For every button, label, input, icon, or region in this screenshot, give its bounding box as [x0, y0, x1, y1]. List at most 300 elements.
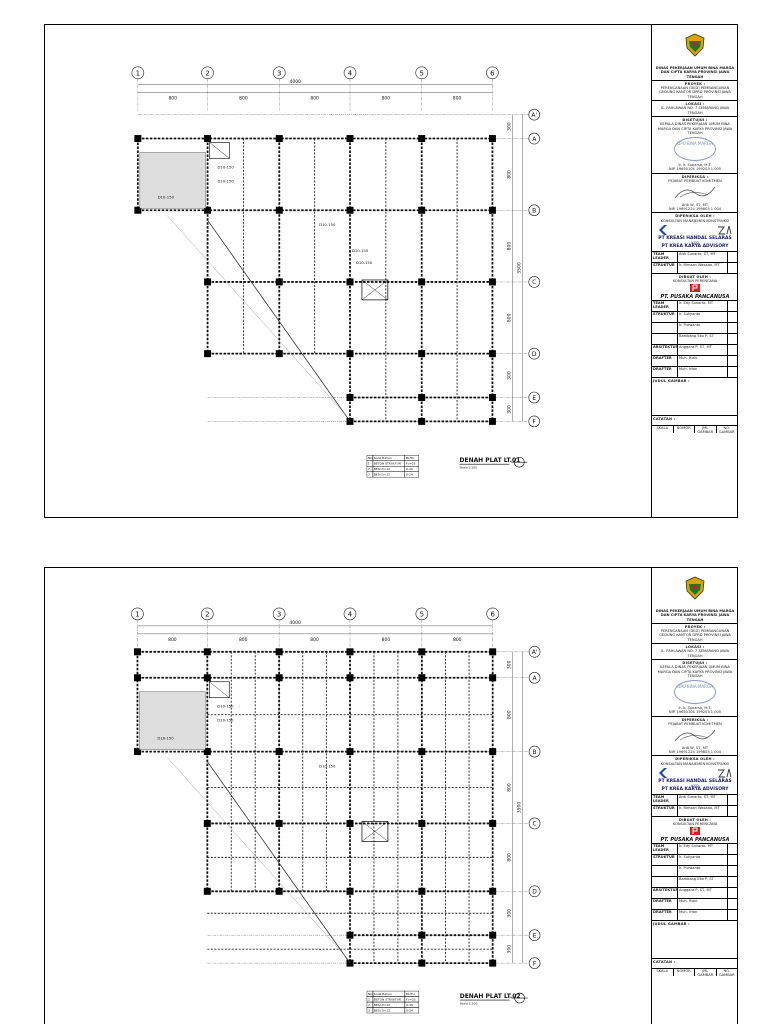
- slab-label: D10-150: [217, 178, 234, 184]
- checker-nip: NIP. 19691224 199803 1 004: [668, 749, 722, 754]
- column: [276, 674, 283, 681]
- column: [347, 932, 354, 939]
- personnel-name: Bambang Eko P, ST: [678, 877, 728, 887]
- grid-col-label: 4: [347, 610, 353, 619]
- title-block-1: [651, 25, 738, 517]
- grid-row-label: C: [532, 279, 537, 287]
- drawing-scale: Skala 1:100: [459, 465, 478, 470]
- column: [347, 674, 354, 681]
- slab-label: D10-150: [157, 735, 174, 741]
- column: [347, 888, 354, 895]
- grid-col-label: 5: [419, 69, 424, 78]
- column: [204, 674, 211, 681]
- column: [489, 648, 496, 655]
- dim-total: 4000: [289, 620, 301, 626]
- legend-text: NO: [367, 992, 373, 997]
- slab-label: D10-150: [217, 717, 234, 723]
- signature-cell: [728, 866, 738, 876]
- personnel-name: Ir. Edy Sunarto, MT: [678, 301, 728, 311]
- column: [489, 418, 496, 425]
- slab-edge: [168, 216, 348, 417]
- designer-logo-icon: [689, 826, 701, 836]
- personnel-row: [652, 888, 738, 899]
- personnel-role: [652, 866, 678, 876]
- personnel-name: Ir. Purwanto: [678, 866, 728, 876]
- signature-icon: [670, 726, 720, 744]
- team-leader-name: Ardi Sunarto, ST, MT: [678, 795, 728, 805]
- grid-row-label: D: [531, 350, 537, 358]
- shield-logo-icon: [684, 33, 706, 57]
- designer-logo-icon: [689, 283, 701, 293]
- designed-label: DIBUAT OLEH :: [678, 817, 712, 822]
- grid-row-label: A': [531, 649, 538, 657]
- revision-row: [652, 426, 738, 433]
- column: [347, 350, 354, 357]
- personnel-name: Ir. Sukyanto: [678, 312, 728, 322]
- approver-org: KEPALA DINAS PEKERJAAN UMUM BINA MARGA DAN CIPTA KARYA PROVINSI JAWA TENGAH: [657, 122, 733, 135]
- designed-label: DIBUAT OLEH :: [678, 274, 712, 279]
- dim-total: 3500: [517, 801, 523, 814]
- legend-text: U-24: [405, 1008, 413, 1013]
- revision-col: NOMOR: [674, 969, 696, 976]
- plan-group: [132, 67, 540, 477]
- personnel-row: [652, 312, 738, 323]
- column: [347, 648, 354, 655]
- supervisor-firm-2: PT KREA KARYA ADVISORY: [661, 787, 729, 793]
- dim-label: 800: [310, 96, 319, 102]
- dim-label: 800: [507, 853, 513, 862]
- checker-role: PEJABAT PEMBUAT KOMITMEN: [668, 179, 722, 184]
- supervisor-firm-2: PT KREA KARYA ADVISORY: [661, 244, 729, 250]
- personnel-row: [652, 877, 738, 888]
- revision-col: NOMOR: [674, 426, 696, 433]
- designer-firm: PT. PUSAKA PANCANUSA: [660, 293, 730, 300]
- legend-text: 1: [367, 461, 370, 466]
- grid-row-label: F: [532, 418, 536, 426]
- location-text: JL. PAHLAWAN NO. 7 SEMARANG JAWA TENGAH: [660, 649, 730, 658]
- checker-nip: NIP. 19691224 199803 1 004: [668, 206, 722, 211]
- signature-cell: [728, 323, 738, 333]
- project-name: PERENCANAAN (DED) PEMBANGUNAN GEDUNG KANTOR DPRD PROVINSI JAWA TENGAH: [659, 629, 731, 642]
- column: [418, 820, 425, 827]
- supervisor-label: DIPERIKSA OLEH :: [675, 214, 715, 219]
- column: [276, 135, 283, 142]
- legend-text: Kode Bahan: [373, 992, 392, 997]
- grid-row-label: A': [531, 111, 538, 119]
- legend-text: 3: [367, 472, 370, 477]
- signature-cell: [728, 888, 738, 898]
- revision-col: NO. GAMBAR: [717, 426, 739, 433]
- column: [204, 135, 211, 142]
- column: [418, 278, 425, 285]
- slab-label: D10-150: [157, 194, 175, 200]
- location-label: LOKASI :: [685, 645, 705, 650]
- personnel-row: [652, 367, 738, 378]
- personnel-name: Muh. Irfan: [678, 367, 728, 377]
- personnel-name: Ir. Edy Sunarto, MT: [678, 844, 728, 854]
- dim-label: 800: [507, 241, 513, 251]
- column: [489, 207, 496, 214]
- column: [134, 648, 141, 655]
- personnel-name: Anggara P, ST, MT: [678, 345, 728, 355]
- approved-label: DISETUJUI :: [682, 660, 708, 665]
- floor-plan-1: [45, 25, 651, 517]
- dim-total: 3500: [517, 262, 523, 274]
- personnel-role: ARSITEKTUR: [652, 888, 678, 898]
- column: [347, 207, 354, 214]
- grid-row-label: F: [532, 960, 537, 968]
- column: [418, 674, 425, 681]
- grid-col-label: 4: [347, 69, 353, 78]
- column: [276, 207, 283, 214]
- supervisor-kso: KSO: [691, 241, 699, 246]
- personnel-row: [652, 301, 738, 312]
- floor-plan-2: [45, 568, 651, 1024]
- void-box-cross: [209, 682, 229, 698]
- location-text: JL. PAHLAWAN NO. 7 SEMARANG JAWA TENGAH: [660, 106, 730, 115]
- personnel-name: Ir. Purwanto: [678, 323, 728, 333]
- grid-col-label: 2: [205, 69, 210, 78]
- slab-label: D10-150: [351, 248, 369, 254]
- grid-row-label: B: [532, 748, 537, 756]
- column: [347, 820, 354, 827]
- column: [204, 648, 211, 655]
- supervisor-firm: PT KREASI HANDAL SELARAS: [658, 235, 732, 241]
- personnel-role: DRAFTER: [652, 356, 678, 366]
- personnel-row: [652, 323, 738, 334]
- checker-name: Ardi W, ST, MT: [681, 745, 709, 750]
- dim-label: 300: [507, 122, 513, 131]
- grid-col-label: 2: [205, 610, 210, 619]
- signature-cell: [728, 844, 738, 854]
- approval-stamp: DPU BINA MARGA: [674, 137, 716, 161]
- legend-text: Kode Bahan: [373, 456, 392, 461]
- drawing-title: DENAH PLAT LT.01: [459, 457, 521, 465]
- slab-label: D10-150: [355, 260, 373, 266]
- signature-cell: [728, 899, 738, 909]
- personnel-role: ARSITEKTUR: [652, 345, 678, 355]
- dim-label: 800: [168, 96, 177, 102]
- approved-label: DISETUJUI :: [682, 117, 708, 122]
- dim-label: 800: [168, 637, 177, 643]
- consultant-logo-icon: [657, 767, 669, 779]
- revision-col: NO. GAMBAR: [717, 969, 739, 976]
- checked-label: DIPERIKSA :: [681, 717, 709, 722]
- checked-label: DIPERIKSA :: [681, 174, 709, 179]
- grid-row-label: B: [532, 207, 537, 215]
- shield-logo-icon: [684, 576, 706, 600]
- drawing-title: DENAH PLAT LT.02: [459, 993, 521, 1001]
- slab-label: D10-150: [217, 164, 234, 170]
- revision-row: [652, 969, 738, 976]
- slab-hatch: [139, 692, 205, 750]
- designer-role: KONSULTAN PERENCANA: [672, 279, 718, 284]
- structure-label: STRUKTUR: [652, 806, 678, 816]
- signature-cell: [728, 367, 738, 377]
- column: [489, 394, 496, 401]
- agency-name: DINAS PEKERJAAN UMUM BINA MARGA DAN CIPTA KARYA PROVINSI JAWA TENGAH: [652, 65, 738, 81]
- location-label: LOKASI :: [685, 102, 705, 107]
- legend-text: 2: [367, 467, 370, 472]
- grid-col-label: 6: [490, 610, 495, 619]
- column: [276, 350, 283, 357]
- grid-row-label: C: [532, 820, 537, 828]
- approver-name: Ir. Ir. Sunarso, M.T.: [678, 706, 712, 711]
- personnel-role: STRUKTUR: [652, 312, 678, 322]
- grid-col-label: 3: [277, 69, 282, 78]
- legend-text: 3: [367, 1008, 370, 1013]
- column: [204, 888, 211, 895]
- personnel-row: [652, 866, 738, 877]
- column: [418, 135, 425, 142]
- personnel-rows: [652, 844, 738, 921]
- slab-label: D10-150: [319, 222, 336, 228]
- column: [489, 960, 496, 967]
- slab-hatch: [140, 152, 206, 208]
- supervisor-label: DIPERIKSA OLEH :: [675, 757, 715, 762]
- dim-label: 800: [239, 96, 248, 102]
- approval-stamp: DPU BINA MARGA: [674, 680, 716, 704]
- slab-plan-svg-2: [45, 568, 651, 1024]
- signature-icon: [670, 183, 720, 201]
- supervisor-role: KONSULTAN MANAJEMEN KONSTRUKSI: [660, 761, 730, 766]
- agency-name: DINAS PEKERJAAN UMUM BINA MARGA DAN CIPTA KARYA PROVINSI JAWA TENGAH: [652, 608, 738, 624]
- column: [276, 888, 283, 895]
- plan-group: [131, 608, 540, 1013]
- personnel-row: [652, 899, 738, 910]
- team-leader-label: TEAM LEADER: [652, 795, 678, 805]
- drawing-sheet-1: [44, 24, 738, 518]
- legend-text: BESI D<12: [373, 472, 391, 477]
- personnel-name: Muh. Irfan: [678, 910, 728, 920]
- column: [347, 748, 354, 755]
- legend-text: 1: [367, 997, 370, 1002]
- dim-label: 800: [452, 96, 462, 102]
- dim-label: 800: [238, 637, 248, 643]
- personnel-name: Muh. Rizki: [678, 356, 728, 366]
- personnel-row: [652, 910, 738, 921]
- revision-col: SKALA: [652, 969, 674, 976]
- legend-text: BESI D<12: [373, 1008, 391, 1013]
- personnel-role: STRUKTUR: [652, 855, 678, 865]
- notes-label: CATATAN :: [653, 416, 676, 421]
- personnel-row: [652, 844, 738, 855]
- drawing-sheet-2: [44, 567, 738, 1024]
- signature-cell: [728, 855, 738, 865]
- project-label: PROYEK :: [684, 81, 706, 86]
- legend-text: U-24: [405, 472, 413, 477]
- personnel-name: Muh. Rizki: [678, 899, 728, 909]
- column: [276, 278, 283, 285]
- column: [418, 748, 425, 755]
- personnel-role: [652, 334, 678, 344]
- column: [204, 350, 211, 357]
- dim-label: 300: [507, 944, 513, 954]
- column: [204, 278, 211, 285]
- team-leader-name: Ardi Sunarto, ST, MT: [678, 252, 728, 262]
- project-label: PROYEK :: [684, 624, 706, 629]
- personnel-name: Anggara P, ST, MT: [678, 888, 728, 898]
- checker-role: PEJABAT PEMBUAT KOMITMEN: [668, 722, 722, 727]
- column: [204, 820, 211, 827]
- legend-text: BESI D>12: [373, 467, 391, 472]
- column: [418, 207, 425, 214]
- consultant-logo-icon: [657, 224, 669, 236]
- dim-label: 800: [507, 313, 513, 323]
- notes-cell: [652, 959, 738, 969]
- drawing-label: JUDUL GAMBAR :: [653, 921, 690, 926]
- signature-cell: [728, 345, 738, 355]
- structure-name: Ir. Rimsan Wasaba, MT: [678, 806, 728, 816]
- approver-nip: NIP. 19650104 199203 1 005: [668, 710, 722, 715]
- column: [489, 350, 496, 357]
- signature-cell: [728, 877, 738, 887]
- legend-text: BETON STRUKTUR: [373, 997, 402, 1002]
- dim-label: 800: [507, 783, 513, 792]
- grid-col-label: 1: [135, 69, 141, 78]
- legend-text: 2: [367, 1003, 370, 1008]
- title-block-2: [651, 568, 738, 1024]
- column: [489, 888, 496, 895]
- personnel-role: [652, 877, 678, 887]
- revision-col: JML GAMBAR: [695, 969, 717, 976]
- legend-text: BESI D>12: [373, 1003, 391, 1008]
- supervisor-kso: KSO: [691, 784, 699, 789]
- revision-col: JML GAMBAR: [695, 426, 717, 433]
- dim-label: 800: [381, 637, 391, 643]
- grid-row-label: A: [532, 135, 537, 143]
- grid-row-label: E: [532, 394, 537, 402]
- dim-total: 4000: [289, 79, 301, 85]
- slab-plan-svg-1: [45, 25, 651, 517]
- column: [489, 932, 496, 939]
- project-name: PERENCANAAN (DED) PEMBANGUNAN GEDUNG KANTOR DPRD PROVINSI JAWA TENGAH: [659, 86, 731, 99]
- dim-label: 300: [507, 908, 513, 918]
- grid-col-label: 5: [419, 610, 425, 619]
- column: [134, 674, 141, 681]
- designer-firm: PT. PUSAKA PANCANUSA: [660, 836, 730, 843]
- dim-label: 800: [310, 637, 319, 643]
- column: [418, 960, 425, 967]
- revision-col: SKALA: [652, 426, 674, 433]
- column: [489, 674, 496, 681]
- column: [134, 135, 141, 142]
- notes-cell: [652, 416, 738, 426]
- legend-text: f'c=25: [405, 997, 416, 1002]
- structure-name: Ir. Rimsan Wasaba, MT: [678, 263, 728, 273]
- column: [489, 135, 496, 142]
- legend-text: MUTU: [405, 992, 415, 997]
- column: [489, 820, 496, 827]
- dim-label: 300: [507, 660, 513, 670]
- designer-role: KONSULTAN PERENCANA: [672, 822, 718, 827]
- personnel-row: [652, 356, 738, 367]
- supervisor-firm: PT KREASI HANDAL SELARAS: [658, 778, 732, 784]
- legend-text: U-39: [405, 467, 413, 472]
- personnel-role: DRAFTER: [652, 899, 678, 909]
- legend-text: f'c=25: [405, 461, 416, 466]
- personnel-name: Bambang Eko P, ST: [678, 334, 728, 344]
- slab-label: D10-150: [319, 763, 336, 769]
- column: [418, 350, 425, 357]
- province-logo: [652, 25, 738, 65]
- drawing-label: JUDUL GAMBAR :: [653, 378, 690, 383]
- column: [276, 648, 283, 655]
- column: [418, 648, 425, 655]
- structure-label: STRUKTUR: [652, 263, 678, 273]
- void-box-cross: [210, 143, 230, 159]
- column: [276, 748, 283, 755]
- personnel-role: DRAFTER: [652, 910, 678, 920]
- legend-text: BETON STRUKTUR: [373, 461, 401, 466]
- column: [418, 932, 425, 939]
- slab-label: D10-150: [217, 703, 234, 709]
- team-leader-label: TEAM LEADER: [652, 252, 678, 262]
- grid-col-label: 6: [490, 69, 495, 78]
- column: [418, 888, 425, 895]
- province-logo: [652, 568, 738, 608]
- approver-nip: NIP. 19650104 199203 1 005: [668, 167, 722, 172]
- dim-label: 800: [452, 637, 462, 643]
- grid-col-label: 1: [135, 610, 140, 619]
- dim-label: 800: [507, 170, 513, 179]
- checker-name: Ardi W, ST, MT: [681, 202, 709, 207]
- column: [418, 418, 425, 425]
- supervisor-role: KONSULTAN MANAJEMEN KONSTRUKSI: [660, 218, 730, 223]
- personnel-row: [652, 345, 738, 356]
- column: [347, 135, 354, 142]
- legend-text: MUTU: [405, 456, 415, 461]
- grid-row-label: D: [532, 888, 537, 896]
- legend-text: U-39: [405, 1003, 413, 1008]
- dim-label: 300: [507, 405, 513, 414]
- grid-col-label: 3: [276, 610, 282, 619]
- consultant-logo-2-icon: [717, 768, 733, 778]
- personnel-row: [652, 855, 738, 866]
- column: [276, 820, 283, 827]
- grid-row-label: E: [532, 932, 537, 940]
- signature-cell: [728, 301, 738, 311]
- personnel-role: TEAM LEADER: [652, 844, 678, 854]
- column: [489, 278, 496, 285]
- personnel-name: Ir. Sukyanto: [678, 855, 728, 865]
- drawing-scale: Skala 1:100: [459, 1001, 478, 1006]
- personnel-role: DRAFTER: [652, 367, 678, 377]
- signature-cell: [728, 356, 738, 366]
- drawing-title-cell: [652, 378, 738, 416]
- grid-row-label: A: [532, 675, 537, 683]
- personnel-role: TEAM LEADER: [652, 301, 678, 311]
- dim-label: 800: [381, 96, 391, 102]
- signature-cell: [728, 334, 738, 344]
- dim-label: 800: [507, 710, 513, 719]
- personnel-rows: [652, 301, 738, 378]
- column: [418, 394, 425, 401]
- signature-cell: [728, 312, 738, 322]
- personnel-row: [652, 334, 738, 345]
- legend-text: NO: [367, 456, 373, 461]
- column: [347, 278, 354, 285]
- dim-label: 300: [507, 371, 513, 380]
- notes-label: CATATAN :: [653, 959, 676, 964]
- personnel-role: [652, 323, 678, 333]
- signature-cell: [728, 910, 738, 920]
- drawing-title-cell: [652, 921, 738, 959]
- column: [347, 394, 354, 401]
- approver-org: KEPALA DINAS PEKERJAAN UMUM BINA MARGA DAN CIPTA KARYA PROVINSI JAWA TENGAH: [657, 665, 733, 678]
- approver-name: Ir. Ir. Sunarso, M.T.: [678, 163, 712, 168]
- consultant-logo-2-icon: [717, 225, 733, 235]
